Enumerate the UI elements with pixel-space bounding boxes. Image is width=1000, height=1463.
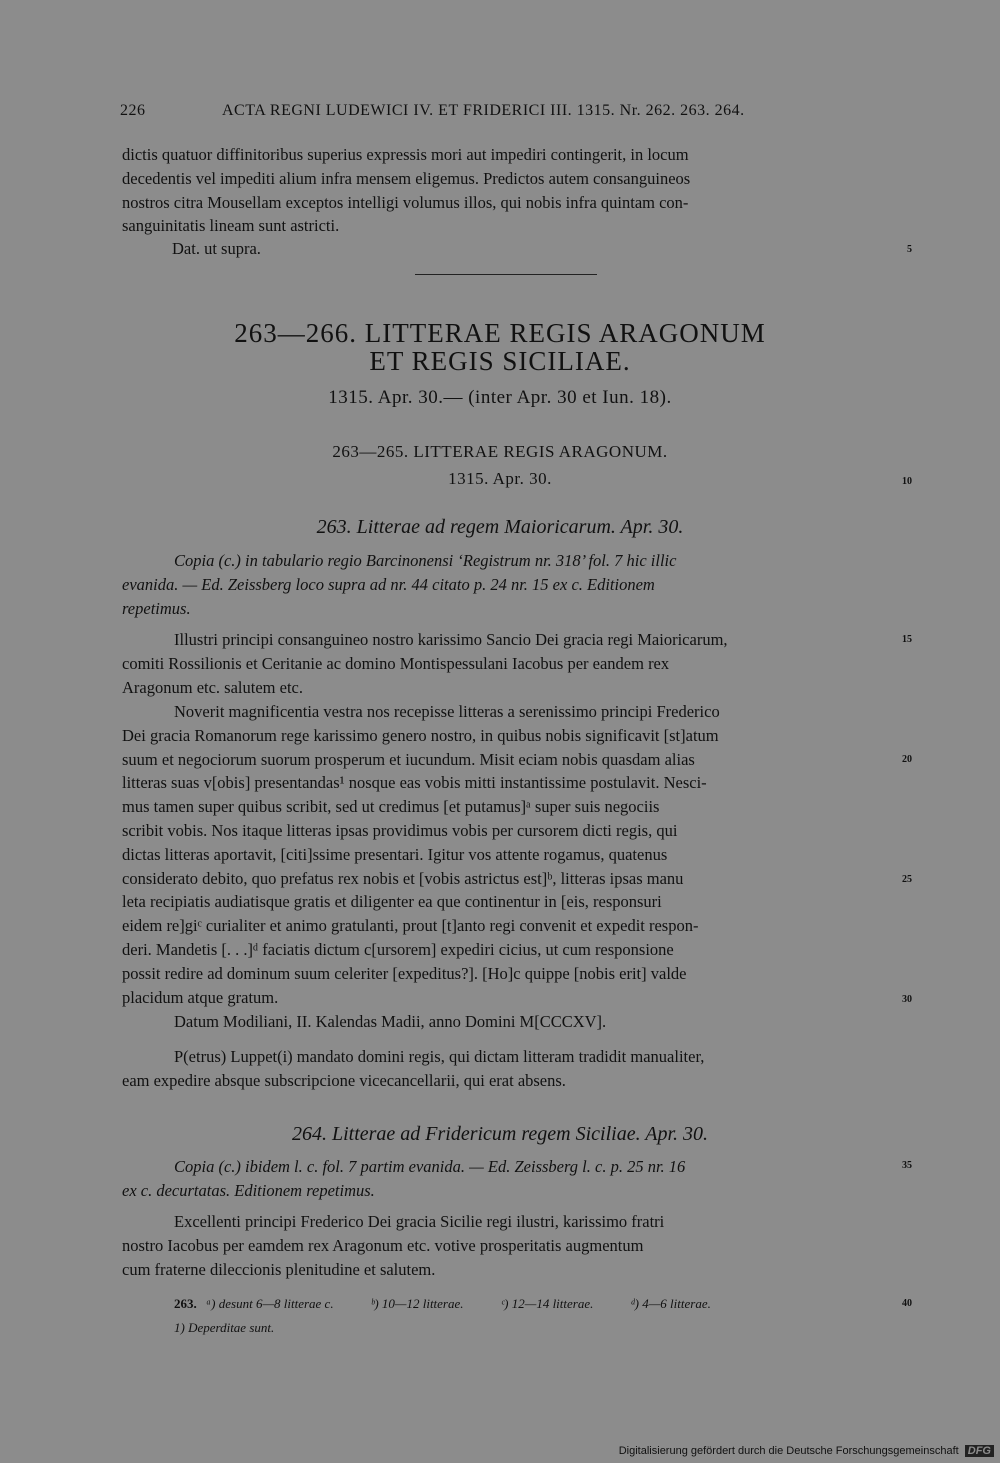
- text-line: Noverit magnificentia vestra nos recepisse litteras a serenissimo principi Frederico: [174, 702, 720, 721]
- text-line: Excellenti principi Frederico Dei gracia Sicilie regi ilustri, karissimo fratri: [174, 1212, 665, 1231]
- text-line: nostros citra Mousellam exceptos intelligi volumus illos, qui nobis infra quintam con-: [122, 192, 689, 212]
- text-line: eam expedire absque subscripcione vicecancellarii, qui erat absens.: [122, 1070, 566, 1090]
- footnotes: [174, 1296, 894, 1312]
- line-number: 30: [902, 994, 912, 1005]
- dat-line: Dat. ut supra.: [172, 239, 261, 258]
- text-line: evanida. — Ed. Zeissberg loco supra ad nr. 44 citato p. 24 nr. 15 ex c. Editionem: [122, 574, 655, 594]
- line-number: 10: [902, 476, 912, 487]
- text-line: dictas litteras aportavit, [citi]ssime presentari. Igitur vos attente rogamus, quatenus: [122, 844, 668, 864]
- line-number: 25: [902, 874, 912, 885]
- subsection-date: 1315. Apr. 30.: [448, 469, 552, 488]
- footnote-b: ᵇ) 10—12 litterae.: [370, 1296, 464, 1311]
- text-line: eidem re]giᶜ curialiter et animo gratulanti, prout [t]anto regi convenit et expedit respon-: [122, 916, 699, 936]
- text-line: sanguinitatis lineam sunt astricti.: [122, 216, 340, 236]
- running-title: ACTA REGNI LUDEWICI IV. ET FRIDERICI III. 1315. Nr. 262. 263. 264.: [222, 102, 745, 119]
- section-title-line2: ET REGIS SICILIAE.: [369, 346, 631, 376]
- section-title-line1: 263—266. LITTERAE REGIS ARAGONUM: [234, 318, 766, 348]
- datum-line: Datum Modiliani, II. Kalendas Madii, anno Domini M[CCCXV].: [174, 1012, 607, 1031]
- text-line: Copia (c.) ibidem l. c. fol. 7 partim evanida. — Ed. Zeissberg l. c. p. 25 nr. 16: [174, 1157, 686, 1176]
- line-number: 35: [902, 1160, 912, 1171]
- text-line: deri. Mandetis [. . .]ᵈ faciatis dictum c[ursorem] expediri cicius, ut cum responsione: [122, 939, 674, 959]
- separator-rule: [415, 274, 597, 275]
- footnote-label: 263.: [174, 1296, 197, 1311]
- dfg-credit: [619, 1445, 994, 1457]
- entry-264-source: [122, 1155, 894, 1203]
- text-line: Dei gracia Romanorum rege karissimo genero nostro, in quibus nobis significavit [st]atum: [122, 725, 719, 745]
- text-line: Aragonum etc. salutem etc.: [122, 677, 303, 697]
- text-line: leta recipiatis audiatisque gratis et diligenter ea que continentur in [eis, responsuri: [122, 892, 662, 912]
- entry-263-heading: 263. Litterae ad regem Maioricarum. Apr. 30.: [316, 516, 684, 538]
- text-line: Illustri principi consanguineo nostro karissimo Sancio Dei gracia regi Maioricarum,: [174, 630, 728, 649]
- entry-263-note: [122, 1045, 894, 1093]
- text-line: considerato debito, quo prefatus rex nobis et [vobis astrictus est]ᵇ, litteras ipsas manu: [122, 868, 684, 888]
- text-line: litteras suas v[obis] presentandas¹ nosque eas vobis mitti instantissime postulavit. Nesci-: [122, 773, 707, 793]
- page-number: 226: [120, 102, 146, 119]
- entry-264-heading: 264. Litterae ad Fridericum regem Siciliae. Apr. 30.: [291, 1123, 709, 1145]
- dfg-logo: DFG: [965, 1445, 994, 1457]
- line-number: 5: [907, 244, 912, 255]
- top-paragraph: [122, 143, 894, 238]
- text-line: repetimus.: [122, 598, 191, 618]
- line-number: 15: [902, 634, 912, 645]
- text-line: suum et negociorum suorum prosperum et iucundum. Misit eciam nobis quasdam alias: [122, 749, 695, 769]
- line-number: 40: [902, 1298, 912, 1309]
- text-line: Copia (c.) in tabulario regio Barcinonensi ‘Registrum nr. 318’ fol. 7 hic illic: [174, 551, 677, 570]
- line-number: 20: [902, 754, 912, 765]
- entry-263-source: [122, 549, 894, 620]
- text-line: scribit vobis. Nos itaque litteras ipsas providimus vobis per cursorem dicti regis, qui: [122, 820, 678, 840]
- text-line: decedentis vel impediti alium infra mensem eligemus. Predictos autem consanguineos: [122, 168, 691, 188]
- footnote-d: ᵈ) 4—6 litterae.: [630, 1296, 711, 1311]
- text-line: ex c. decurtatas. Editionem repetimus.: [122, 1180, 375, 1200]
- text-line: comiti Rossilionis et Ceritanie ac domino Montispessulani Iacobus per eandem rex: [122, 653, 670, 673]
- text-line: mus tamen super quibus scribit, sed ut credimus [et putamus]ᵃ super suis negociis: [122, 797, 660, 817]
- text-line: nostro Iacobus per eamdem rex Aragonum etc. votive prosperitatis augmentum: [122, 1235, 644, 1255]
- dfg-credit-text: Digitalisierung gefördert durch die Deutsche Forschungsgemeinschaft: [618, 1445, 959, 1457]
- entry-263-address: [122, 628, 894, 699]
- entry-264-address: [122, 1210, 894, 1281]
- section-date: 1315. Apr. 30.— (inter Apr. 30 et Iun. 18).: [328, 387, 672, 408]
- entry-263-body: [122, 700, 894, 1009]
- footnote-c: ᶜ) 12—14 litterae.: [500, 1296, 594, 1311]
- text-line: dictis quatuor diffinitoribus superius expressis mori aut impediri contingerit, in locum: [122, 145, 689, 164]
- footnote-a: ᵃ) desunt 6—8 litterae c.: [206, 1296, 334, 1311]
- text-line: placidum atque gratum.: [122, 987, 279, 1007]
- footnote-1: 1) Deperditae sunt.: [174, 1320, 275, 1335]
- text-line: P(etrus) Luppet(i) mandato domini regis, qui dictam litteram tradidit manualiter,: [174, 1047, 705, 1066]
- subsection-title: 263—265. LITTERAE REGIS ARAGONUM.: [332, 442, 668, 461]
- text-line: possit redire ad dominum suum celeriter [expeditus?]. [Ho]c quippe [nobis erit] valde: [122, 963, 687, 983]
- text-line: cum fraterne dileccionis plenitudine et salutem.: [122, 1259, 436, 1279]
